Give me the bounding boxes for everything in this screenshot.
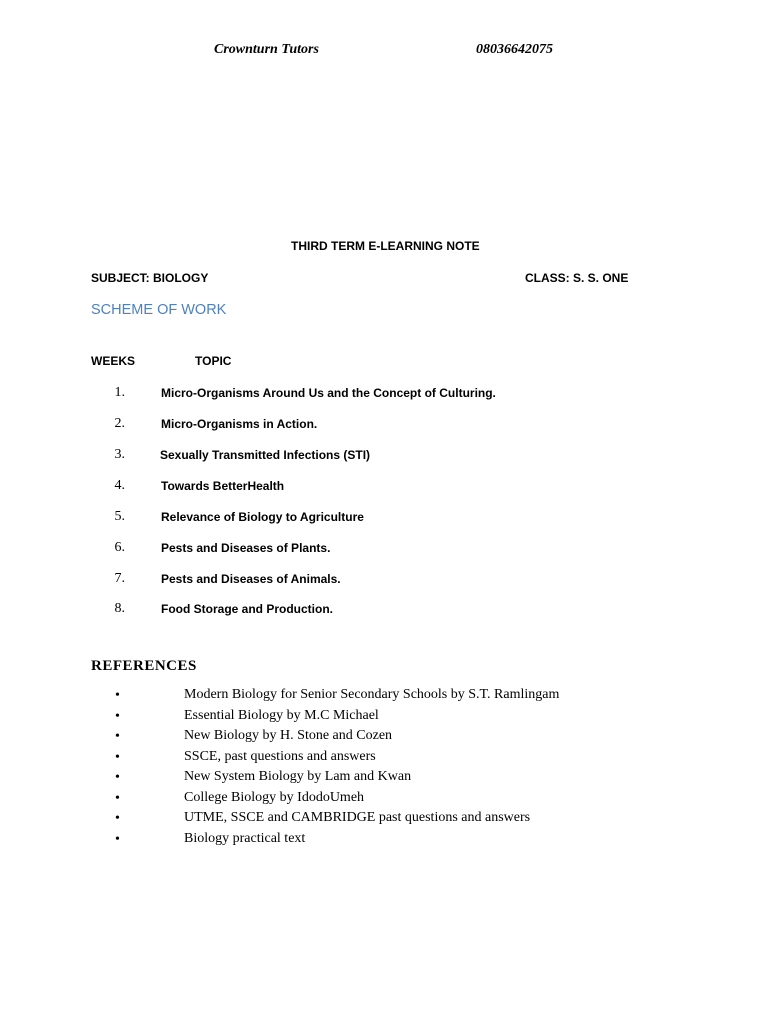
- week-number: 3.: [114, 447, 125, 462]
- bullet: •: [115, 811, 120, 826]
- week-number: 4.: [114, 478, 125, 493]
- bullet: •: [115, 750, 120, 765]
- reference-item: UTME, SSCE and CAMBRIDGE past questions and answers: [184, 810, 531, 825]
- class-label: CLASS: S. S. ONE: [525, 271, 629, 285]
- week-number: 7.: [114, 571, 125, 586]
- bullet: •: [115, 770, 120, 785]
- reference-item: Essential Biology by M.C Michael: [184, 708, 379, 723]
- reference-item: College Biology by IdodoUmeh: [184, 790, 365, 805]
- week-topic: Micro-Organisms Around Us and the Concept of Culturing.: [161, 386, 496, 400]
- reference-item: New Biology by H. Stone and Cozen: [184, 728, 393, 743]
- week-number: 6.: [114, 540, 125, 555]
- reference-item: SSCE, past questions and answers: [184, 749, 376, 764]
- reference-item: Biology practical text: [184, 831, 306, 846]
- section-heading: SCHEME OF WORK: [91, 302, 227, 318]
- reference-item: Modern Biology for Senior Secondary Schools by S.T. Ramlingam: [184, 687, 560, 702]
- week-topic: Relevance of Biology to Agriculture: [161, 510, 364, 524]
- week-number: 1.: [114, 385, 125, 400]
- bullet: •: [115, 688, 120, 703]
- week-number: 8.: [114, 601, 125, 616]
- subject-label: SUBJECT: BIOLOGY: [91, 271, 209, 285]
- week-topic: Pests and Diseases of Animals.: [161, 572, 341, 586]
- header-org-name: Crownturn Tutors: [214, 42, 319, 57]
- reference-item: New System Biology by Lam and Kwan: [184, 769, 412, 784]
- bullet: •: [115, 709, 120, 724]
- week-topic: Sexually Transmitted Infections (STI): [160, 448, 371, 462]
- week-topic: Pests and Diseases of Plants.: [161, 541, 331, 555]
- weeks-column-header: WEEKS: [91, 354, 136, 368]
- bullet: •: [115, 791, 120, 806]
- week-number: 2.: [114, 416, 125, 431]
- document-title: THIRD TERM E-LEARNING NOTE: [291, 239, 480, 253]
- week-topic: Micro-Organisms in Action.: [161, 417, 318, 431]
- references-heading: REFERENCES: [91, 658, 197, 674]
- topic-column-header: TOPIC: [195, 354, 232, 368]
- bullet: •: [115, 832, 120, 847]
- week-topic: Food Storage and Production.: [161, 602, 333, 616]
- header-phone: 08036642075: [476, 42, 553, 57]
- week-number: 5.: [114, 509, 125, 524]
- week-topic: Towards BetterHealth: [161, 479, 285, 493]
- bullet: •: [115, 729, 120, 744]
